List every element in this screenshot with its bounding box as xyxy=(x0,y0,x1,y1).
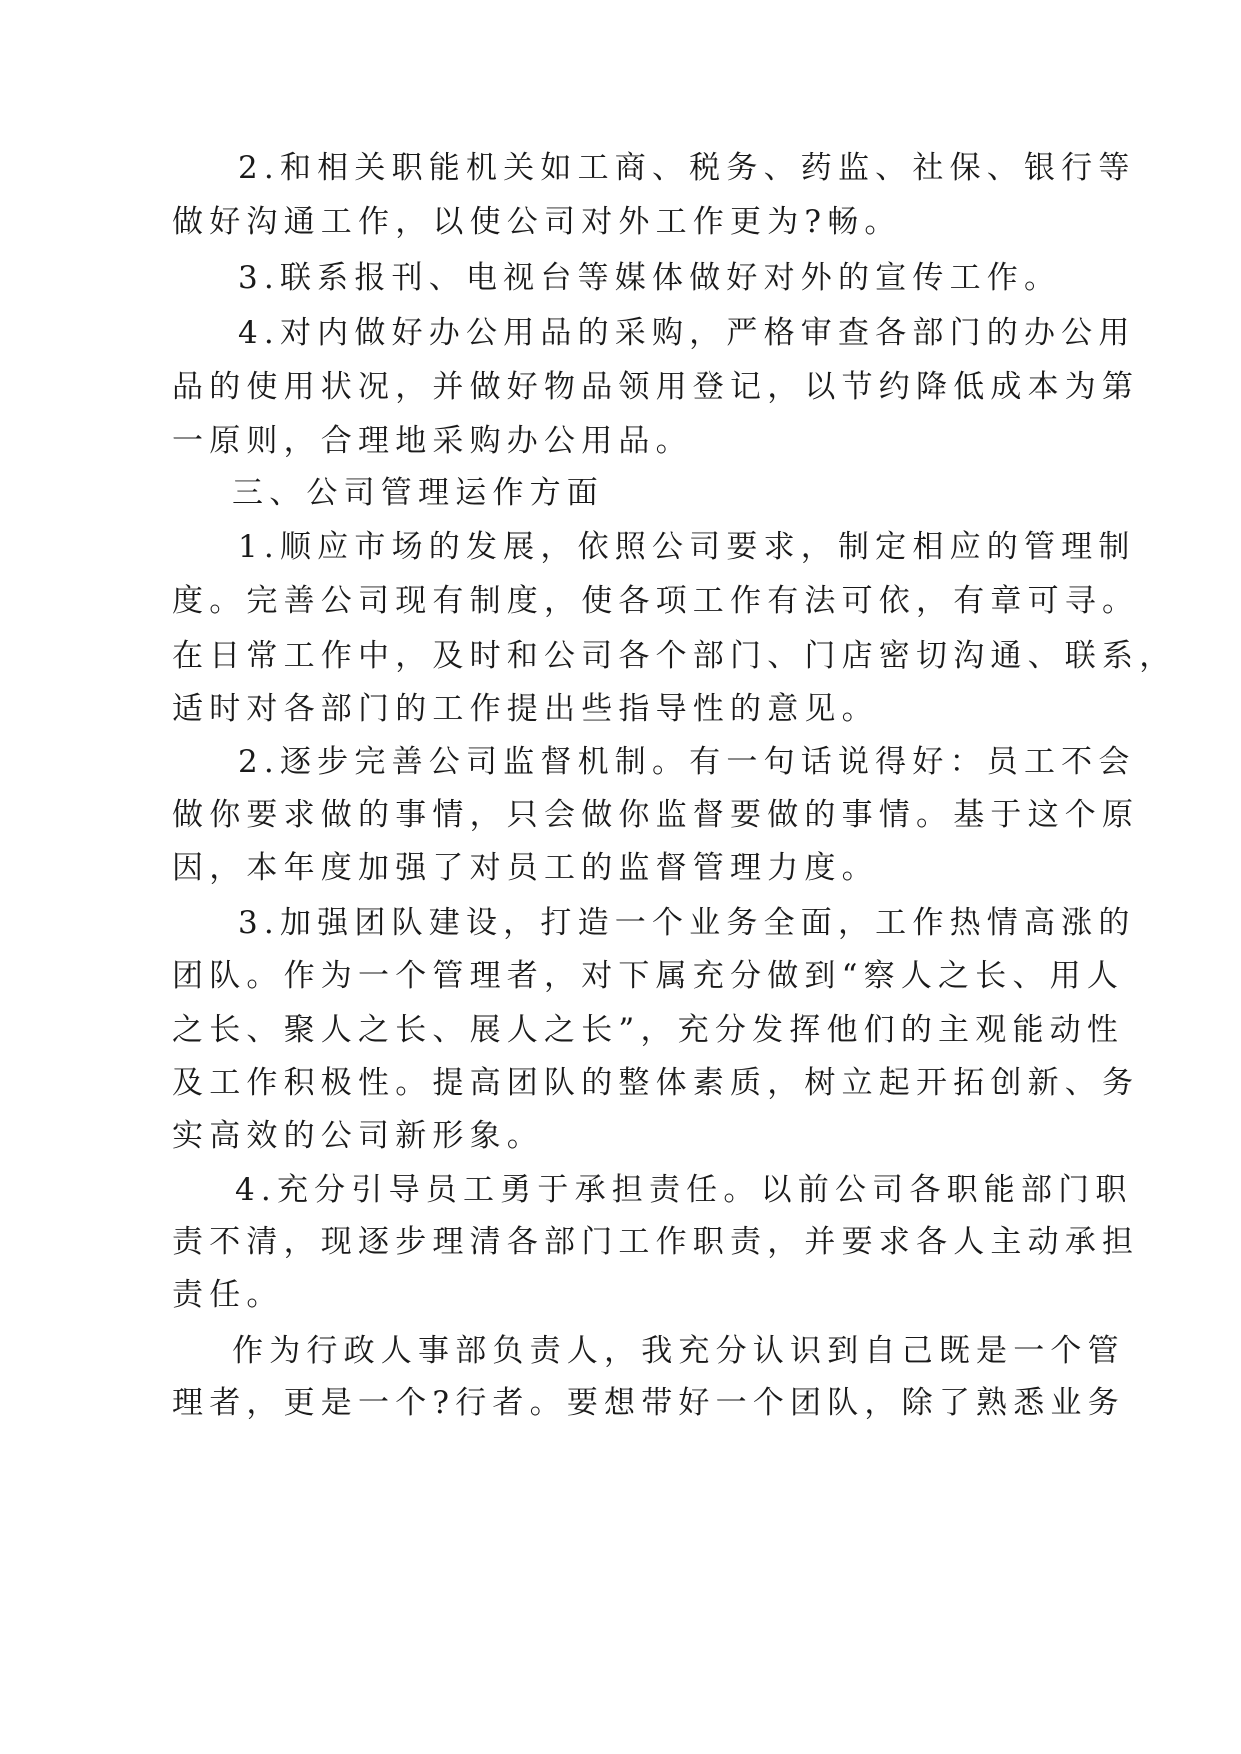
text-line: 品的使用状况，并做好物品领用登记，以节约降低成本为第 xyxy=(172,369,1140,405)
text-line: 1.顺应市场的发展，依照公司要求，制定相应的管理制 xyxy=(238,529,1136,565)
text-line: 之长、聚人之长、展人之长”，充分发挥他们的主观能动性 xyxy=(172,1012,1125,1048)
text-line: 在日常工作中，及时和公司各个部门、门店密切沟通、联系， xyxy=(172,638,1177,674)
text-line: 适时对各部门的工作提出些指导性的意见。 xyxy=(172,691,879,727)
text-line: 作为行政人事部负责人，我充分认识到自己既是一个管 xyxy=(232,1333,1125,1369)
text-line: 3.加强团队建设，打造一个业务全面，工作热情高涨的 xyxy=(238,905,1136,941)
text-line: 实高效的公司新形象。 xyxy=(172,1118,544,1154)
text-line: 因，本年度加强了对员工的监督管理力度。 xyxy=(172,850,879,886)
text-line: 理者，更是一个?行者。要想带好一个团队，除了熟悉业务 xyxy=(172,1385,1125,1421)
section-heading: 三、公司管理运作方面 xyxy=(232,475,604,511)
text-line: 2.逐步完善公司监督机制。有一句话说得好：员工不会 xyxy=(238,744,1136,780)
text-line: 及工作积极性。提高团队的整体素质，树立起开拓创新、务 xyxy=(172,1065,1140,1101)
text-line: 2.和相关职能机关如工商、税务、药监、社保、银行等 xyxy=(238,150,1136,186)
text-line: 团队。作为一个管理者，对下属充分做到“察人之长、用人 xyxy=(172,958,1125,994)
text-line: 4.充分引导员工勇于承担责任。以前公司各职能部门职 xyxy=(235,1172,1133,1208)
text-line: 责不清，现逐步理清各部门工作职责，并要求各人主动承担 xyxy=(172,1224,1140,1260)
text-line: 一原则，合理地采购办公用品。 xyxy=(172,423,693,459)
text-line: 度。完善公司现有制度，使各项工作有法可依，有章可寻。 xyxy=(172,583,1140,619)
text-line: 责任。 xyxy=(172,1277,284,1313)
text-line: 3.联系报刊、电视台等媒体做好对外的宣传工作。 xyxy=(238,260,1062,296)
text-line: 4.对内做好办公用品的采购，严格审查各部门的办公用 xyxy=(238,315,1136,351)
text-line: 做你要求做的事情，只会做你监督要做的事情。基于这个原 xyxy=(172,797,1140,833)
text-line: 做好沟通工作，以使公司对外工作更为?畅。 xyxy=(172,204,902,240)
